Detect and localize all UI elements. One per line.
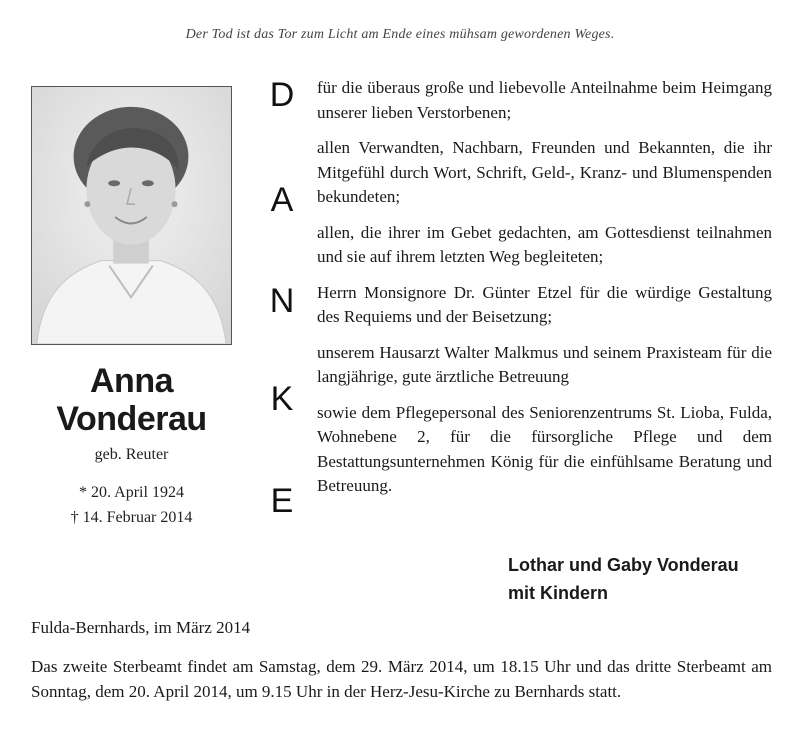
last-name: Vonderau [56,400,207,438]
paragraph: allen Verwandten, Nachbarn, Freunden und Bekannten, die ihr Mitgefühl durch Wort, Schrift, Geld-, Kranz- und Blumenspenden bekundeten; [317,138,772,206]
paragraph: allen, die ihrer im Gebet gedachten, am Gottesdienst teilnahmen und sie auf ihrem letzten Weg begleiteten; [317,222,772,266]
life-dates [31,480,232,530]
danke-letter-n: N [269,282,295,320]
paragraph: für die überaus große und liebevolle Anteilnahme beim Heimgang unserer lieben Verstorbenen; [317,78,772,122]
danke-letter-d: D [269,76,295,114]
birth-name: geb. Reuter [94,446,169,463]
paragraph: unserem Hausarzt Walter Malkmus und seinem Praxisteam für die langjährige, gute ärztliche Betreuung [317,342,772,386]
danke-letter-a: A [270,181,294,219]
signer-family: mit Kindern [508,583,609,603]
first-name: Anna [90,362,173,400]
paragraph: Herrn Monsignore Dr. Günter Etzel für die würdige Gestaltung des Requiems und der Beisetzung; [317,282,772,326]
portrait-photo [31,86,232,345]
death-date: † 14. Februar 2014 [70,509,193,526]
motto-quote: Der Tod ist das Tor zum Licht am Ende eines mühsam gewordenen Weges. [185,27,615,42]
place-date: Fulda-Bernhards, im März 2014 [31,618,251,637]
deceased-info [31,362,232,530]
thanks-paragraphs [317,76,772,510]
signer-names: Lothar und Gaby Vonderau [508,555,739,575]
danke-letter-e: E [270,482,294,520]
service-notice: Das zweite Sterbeamt findet am Samstag, dem 29. März 2014, um 18.15 Uhr und das dritte Sterbeamt am Sonntag, dem 20. April 2014, um 9.15 Uhr in der Herz-Jesu-Kirche zu Bernhards statt. [31,657,772,701]
paragraph: sowie dem Pflegepersonal des Seniorenzentrums St. Lioba, Fulda, Wohnebene 2, für die fürsorgliche Pflege und dem Bestattungsunternehmen König für die einfühlsame Beratung und Betreuung. [317,402,772,495]
birth-date: * 20. April 1924 [79,484,184,501]
danke-letter-k: K [270,380,294,418]
signers [508,551,778,607]
